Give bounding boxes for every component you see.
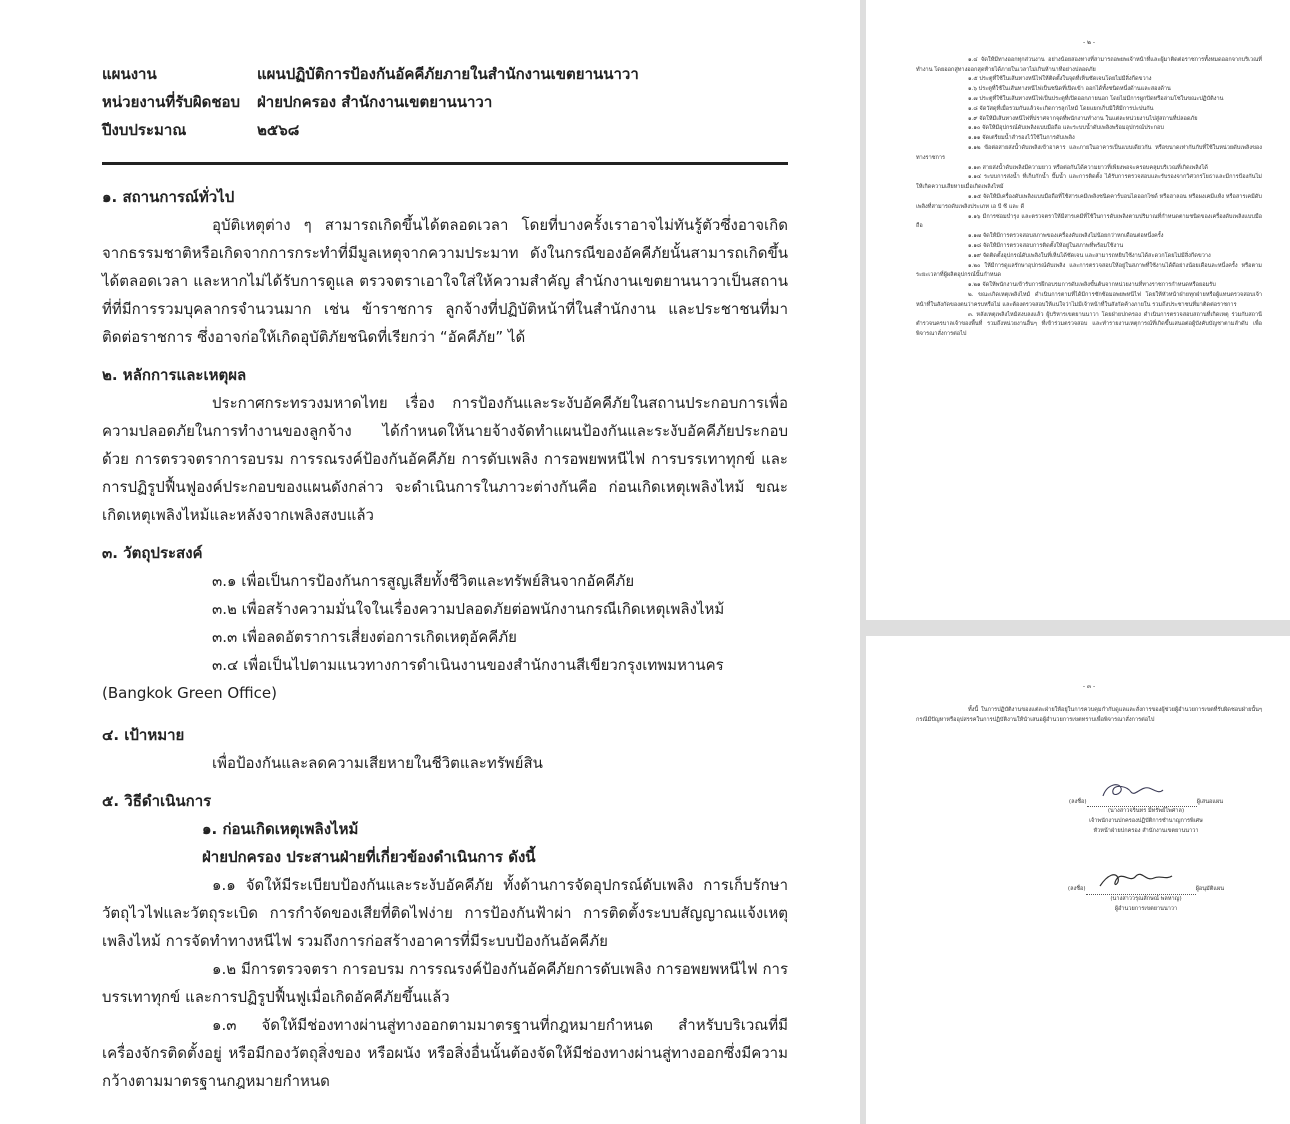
- signatory-name: (นางสาววรุณลักษณ์ พลหาญ): [1110, 895, 1182, 902]
- header-row-fiscal-year: [102, 116, 788, 144]
- signature-block-approver: [1036, 857, 1256, 915]
- procedure-item: ๑.๒๑ จัดให้พนักงานเข้ารับการฝึกอบรมการดับเพลิงขั้นต้นจากหน่วยงานที่ทางราชการกำหนดหรือยอมรับ: [968, 282, 1216, 289]
- page-number: - ๓ -: [1082, 683, 1096, 690]
- header-divider: [102, 162, 788, 165]
- section-heading: ๒. หลักการและเหตุผล: [102, 366, 247, 384]
- procedure-item: ๑.๑๘ จัดให้มีการตรวจสอบการติดตั้งให้อยู่ในสภาพที่พร้อมใช้งาน: [968, 242, 1124, 249]
- procedure-item: ๑.๒๐ ให้มีการดูแลรักษาอุปกรณ์ดับเพลิง และการตรวจสอบให้อยู่ในสภาพที่ใช้งานได้ดีอย่างน้อยเดือนละหนึ่งครั้ง หรือตามระยะเวลาที่ผู้ผลิตอุปกรณ์นั้นกำหนด: [916, 262, 1262, 279]
- signatory-name: (นางสาวจรินทร มีทรัพย์ไพศาล): [1107, 808, 1185, 815]
- procedure-item: ๑.๙ จัดให้มีเส้นทางหนีไฟที่ปราศจากจุดที่พนักงานทำงาน ในแต่ละหน่วยงานไปสู่สถานที่ปลอดภัย: [968, 115, 1198, 122]
- header-value: แผนปฏิบัติการป้องกันอัคคีภัยภายในสำนักงานเขตยานนาวา: [257, 65, 639, 83]
- procedure-item: ๑.๘ จัดวัสดุที่เมื่อรวมกันแล้วจะเกิดการลุกไหม้ โดยแยกเก็บมิให้มีการปะปนกัน: [968, 105, 1154, 112]
- procedure-item: ๓. หลังเหตุเพลิงไหม้สงบลงแล้ว ผู้บริหารเขตยานนาวา โดยฝ่ายปกครอง ดำเนินการตรวจสอบสถานที่เกิดเหตุ ร่วมกับสถานีตำรวจนครบาลเจ้าของพื้นที่ รวมถึงหน่วยงานอื่นๆ ที่เข้าร่วมตรวจสอบ และทำรายงานเหตุการณ์ที่เกิดขึ้นเสนอต่อผู้บังคับบัญชาตามลำดับ เพื่อพิจารณาสั่งการต่อไป: [916, 311, 1262, 338]
- handwritten-signature: [1086, 864, 1196, 895]
- coordination-heading: ฝ่ายปกครอง ประสานฝ่ายที่เกี่ยวข้องดำเนินการ ดังนี้: [202, 848, 536, 866]
- procedure-item: ๑.๑๓ สายส่งน้ำดับเพลิงมีความยาว หรือต่อกันได้ความยาวที่เพียงพอจะครอบคลุมบริเวณที่เกิดเพลิงได้: [968, 164, 1208, 171]
- document-page-2: [866, 0, 1290, 620]
- signature-prefix: (ลงชื่อ): [1067, 885, 1086, 892]
- section-heading: ๓. วัตถุประสงค์: [102, 544, 203, 562]
- procedure-item: ๑.๑ จัดให้มีระเบียบป้องกันและระงับอัคคีภัย ทั้งด้านการจัดอุปกรณ์ดับเพลิง การเก็บรักษาวัตถุไวไฟและวัตถุระเบิด การกำจัดของเสียที่ติดไฟง่าย การป้องกันฟ้าผ่า การติดตั้งระบบสัญญาณแจ้งเหตุเพลิงไหม้ การจัดทำทางหนีไฟ รวมถึงการก่อสร้างอาคารที่มีระบบป้องกันอัคคีภัย: [102, 876, 788, 950]
- signatory-position: หัวหน้าฝ่ายปกครอง สำนักงานเขตยานนาวา: [1093, 827, 1199, 834]
- signature-role: ผู้เสนอแผน: [1196, 798, 1224, 805]
- section-paragraph: เพื่อป้องกันและลดความเสียหายในชีวิตและทรัพย์สิน: [212, 754, 543, 772]
- section-paragraph: ประกาศกระทรวงมหาดไทย เรื่อง การป้องกันและระงับอัคคีภัยในสถานประกอบการเพื่อความปลอดภัยในการทำงานของลูกจ้าง ได้กำหนดให้นายจ้างจัดทำแผนป้องกันและระงับอัคคีภัยประกอบด้วย การตรวจตราการอบรม การรณรงค์ป้องกันอัคคีภัย การดับเพลิง การอพยพหนีไฟ การบรรเทาทุกข์ และการปฏิรูปฟื้นฟูองค์ประกอบของแผนดังกล่าว จะดำเนินการในภาวะต่างกันคือ ก่อนเกิดเหตุเพลิงไหม้ ขณะเกิดเหตุเพลิงไหม้และหลังจากเพลิงสงบแล้ว: [102, 394, 788, 524]
- procedure-item: ๑.๕ ประตูที่ใช้ในเส้นทางหนีไฟให้ติดตั้งในจุดที่เห็นชัดเจนโดยไม่มีสิ่งกีดขวาง: [968, 76, 1152, 83]
- signature-line: [1036, 857, 1256, 895]
- header-row-plan: [102, 60, 788, 88]
- signatory-position: เจ้าพนักงานปกครองปฏิบัติการชำนาญการพิเศษ: [1089, 818, 1203, 825]
- procedure-item: ๑.๑๑ จัดเตรียมน้ำสำรองไว้ใช้ในการดับเพลิง: [968, 135, 1075, 142]
- objective-item: ๓.๒ เพื่อสร้างความมั่นใจในเรื่องความปลอดภัยต่อพนักงานกรณีเกิดเหตุเพลิงไหม้: [212, 600, 725, 618]
- procedure-item: ๑.๒ มีการตรวจตรา การอบรม การรณรงค์ป้องกันอัคคีภัยการดับเพลิง การอพยพหนีไฟ การบรรเทาทุกข์ และการปฏิรูปฟื้นฟูเมื่อเกิดอัคคีภัยขึ้นแล้ว: [102, 960, 788, 1006]
- procedure-item: ๑.๑๐ จัดให้มีอุปกรณ์ดับเพลิงแบบมือถือ และระบบน้ำดับเพลิงพร้อมอุปกรณ์ประกอบ: [968, 125, 1164, 132]
- closing-paragraph: ทั้งนี้ ในการปฏิบัติงานของแต่ละฝ่ายให้อยู่ในการควบคุมกำกับดูแลและสั่งการของผู้ช่วยผู้อำนวยการเขตที่รับผิดชอบฝ่ายนั้นๆ กรณีมีปัญหาหรืออุปสรรคในการปฏิบัติงานให้นำเสนอผู้อำนวยการเขตทราบเพื่อพิจารณาสั่งการต่อไป: [916, 706, 1262, 723]
- procedure-item: ๑.๓ จัดให้มีช่องทางผ่านสู่ทางออกตามมาตรฐานที่กฎหมายกำหนด สำหรับบริเวณที่มีเครื่องจักรติดตั้งอยู่ หรือมีกองวัตถุสิ่งของ หรือผนัง หรือสิ่งอื่นนั้นต้องจัดให้มีช่องทางผ่านสู่ทางออกซึ่งมีความกว้างตามมาตรฐานกฎหมายกำหนด: [102, 1016, 788, 1090]
- procedure-item: ๑.๑๔ ระบบการส่งน้ำ ที่เก็บกักน้ำ ปั๊มน้ำ และการติดตั้ง ได้รับการตรวจสอบและรับรองจากวิศวกรโยธาและมีการป้องกันไม่ให้เกิดความเสียหายเมื่อเกิดเพลิงไหม้: [916, 174, 1262, 191]
- procedure-item: ๑.๑๖ มีการซ่อมบำรุง และตรวจตราให้มีสารเคมีที่ใช้ในการดับเพลิงตามปริมาณที่กำหนดตามชนิดของเครื่องดับเพลิงแบบมือถือ: [916, 213, 1262, 230]
- phase-heading: ๑. ก่อนเกิดเหตุเพลิงไหม้: [202, 820, 359, 838]
- procedure-item: ๑.๖ ประตูที่ใช้ในเส้นทางหนีไฟเป็นชนิดที่เปิดเข้า ออกได้ทั้งชนิดหนึ่งด้านและสองด้าน: [968, 86, 1171, 93]
- page-number: - ๒ -: [1082, 39, 1096, 46]
- objective-item-continuation: (Bangkok Green Office): [102, 684, 277, 702]
- header-value: ฝ่ายปกครอง สำนักงานเขตยานนาวา: [257, 93, 493, 111]
- signature-prefix: (ลงชื่อ): [1068, 798, 1087, 805]
- section-heading: ๑. สถานการณ์ทั่วไป: [102, 188, 235, 206]
- signature-line: [1036, 769, 1256, 807]
- section-heading: ๔. เป้าหมาย: [102, 726, 185, 744]
- section-heading: ๕. วิธีดำเนินการ: [102, 792, 212, 810]
- document-page-3: [866, 636, 1290, 1124]
- procedure-item: ๑.๑๗ จัดให้มีการตรวจสอบสภาพของเครื่องดับเพลิงไม่น้อยกว่าหกเดือนต่อหนึ่งครั้ง: [968, 233, 1164, 240]
- header-value: ๒๕๖๘: [257, 121, 300, 139]
- signature-block-proposer: [1036, 769, 1256, 836]
- header-row-agency: [102, 88, 788, 116]
- header-label: หน่วยงานที่รับผิดชอบ: [102, 93, 241, 111]
- header-label: แผนงาน: [102, 65, 157, 83]
- objective-item: ๓.๔ เพื่อเป็นไปตามแนวทางการดำเนินงานของสำนักงานสีเขียวกรุงเทพมหานคร: [212, 656, 724, 674]
- objective-item: ๓.๑ เพื่อเป็นการป้องกันการสูญเสียทั้งชีวิตและทรัพย์สินจากอัคคีภัย: [212, 572, 635, 590]
- procedure-item: ๑.๗ ประตูที่ใช้ในเส้นทางหนีไฟเป็นประตูที่เปิดออกภายนอก โดยไม่มีการผูกปิดหรือล่ามโซ่ในขณะปฏิบัติงาน: [968, 95, 1224, 102]
- procedure-item: ๑.๑๙ จัดติดตั้งอุปกรณ์ดับเพลิงในที่เห็นได้ชัดเจน และสามารถหยิบใช้งานได้สะดวกโดยไม่มีสิ่งกีดขวาง: [968, 252, 1211, 259]
- signature-role: ผู้อนุมัติแผน: [1195, 885, 1225, 892]
- procedure-item: ๑.๑๒ ข้อต่อสายส่งน้ำดับเพลิงเข้าอาคาร และภายในอาคารเป็นแบบเดียวกัน หรือขนาดเท่ากันกับที่ใช้ในหน่วยดับเพลิงของทางราชการ: [916, 144, 1262, 161]
- header-label: ปีงบประมาณ: [102, 121, 187, 139]
- plan-header: [102, 60, 788, 144]
- handwritten-signature: [1087, 776, 1197, 807]
- section-paragraph: อุบัติเหตุต่าง ๆ สามารถเกิดขึ้นได้ตลอดเวลา โดยที่บางครั้งเราอาจไม่ทันรู้ตัวซึ่งอาจเกิดจากธรรมชาติหรือเกิดจากการกระทำที่มีมูลเหตุจากความประมาท ดังในกรณีของอัคคีภัยนั้นสามารถเกิดขึ้นได้ตลอดเวลา และหากไม่ได้รับการดูแล ตรวจตราเอาใจใส่ให้ความสำคัญ สำนักงานเขตยานนาวาเป็นสถานที่ที่มีการรวมบุคลากรจำนวนมาก เช่น ข้าราชการ ลูกจ้างที่ปฏิบัติหน้าที่ในสำนักงาน และประชาชนที่มาติดต่อราชการ ซึ่งอาจก่อให้เกิดอุบัติภัยชนิดที่เรียกว่า “อัคคีภัย” ได้: [102, 216, 788, 346]
- procedure-item: ๒. ขณะเกิดเหตุเพลิงไหม้ ดำเนินการตามที่ได้มีการซักซ้อมอพยพหนีไฟ โดยให้หัวหน้าฝ่ายทุกฝ่ายหรือผู้แทนตรวจสอบเจ้าหน้าที่ในสังกัดของตนว่าครบหรือไม่ และต้องตรวจสอบให้แน่ใจว่าไม่มีเจ้าหน้าที่ในสังกัดค้างภายใน รวมถึงประชาชนที่มาติดต่อราชการ: [916, 291, 1262, 308]
- signatory-position: ผู้อำนวยการเขตยานนาวา: [1114, 905, 1178, 912]
- procedure-item: ๑.๑๕ จัดให้มีเครื่องดับเพลิงแบบมือถือที่ใช้สารเคมีเพลิงชนิดคาร์บอนไดออกไซด์ หรือฮาลอน หรือผงเคมีแห้ง หรือสารเคมีดับเพลิงที่สามารถดับเพลิงประเภท เอ บี ซี และ ดี: [916, 193, 1262, 210]
- objective-item: ๓.๓ เพื่อลดอัตราการเสี่ยงต่อการเกิดเหตุอัคคีภัย: [212, 628, 517, 646]
- procedure-item: ๑.๔ จัดให้มีทางออกทุกส่วนงาน อย่างน้อยสองทางที่สามารถอพยพเจ้าหน้าที่และผู้มาติดต่อราชการทั้งหมดออกจากบริเวณที่ทำงาน โดยออกสู่ทางออกสุดท้ายได้ภายในเวลาไม่เกินห้านาทีอย่างปลอดภัย: [916, 56, 1262, 73]
